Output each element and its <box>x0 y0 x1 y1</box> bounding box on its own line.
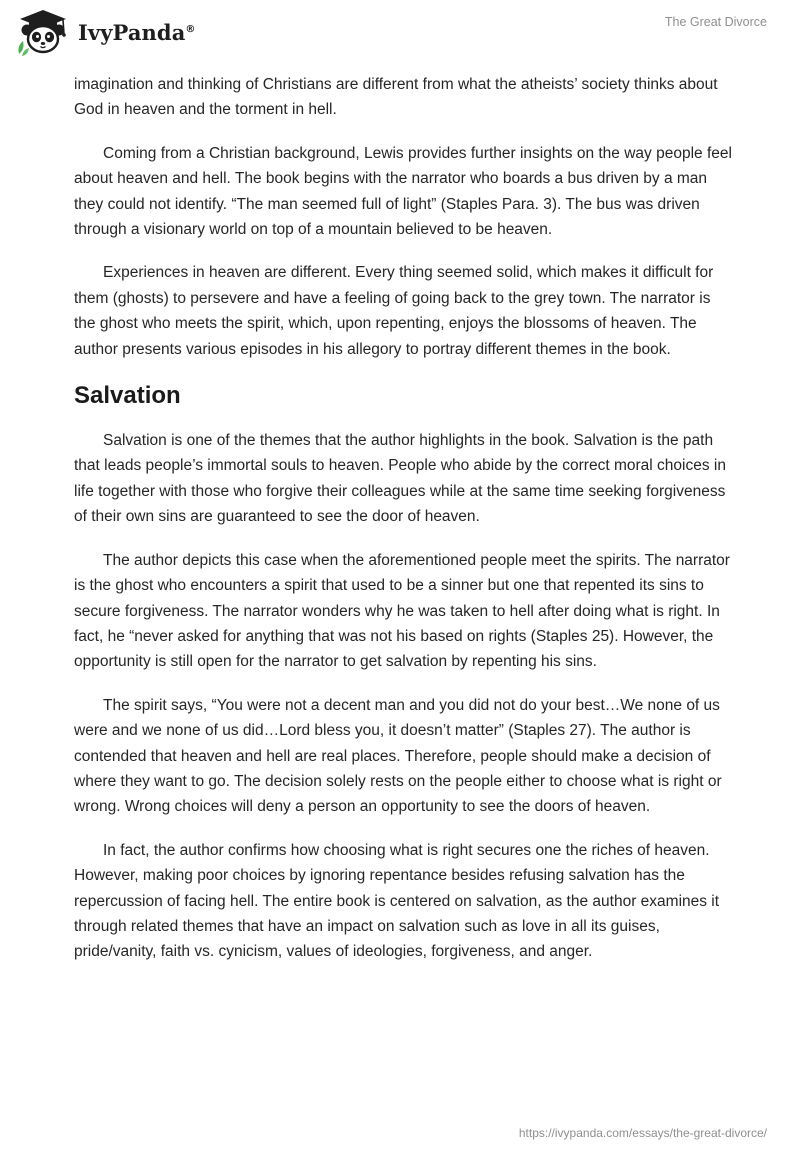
essay-content <box>74 72 734 983</box>
ivypanda-logo[interactable] <box>14 8 196 56</box>
page-header <box>0 0 800 62</box>
paragraph-5: The author depicts this case when the aforementioned people meet the spirits. The narrator is the ghost who encounters a spirit that used to be a sinner but one that repented its sins to secure forgiveness. The narrator wonders why he was taken to hell after doing what is right. In fact, he “never asked for anything that was not his based on rights (Staples 25). However, the opportunity is still open for the narrator to get salvation by repenting his sins. <box>74 551 730 671</box>
document-title: The Great Divorce <box>664 15 767 29</box>
panda-graduate-icon <box>14 8 72 56</box>
registered-mark: ® <box>185 23 196 35</box>
logo-name: IvyPanda <box>78 19 186 45</box>
paragraph-3: Experiences in heaven are different. Every thing seemed solid, which makes it difficult for them (ghosts) to persevere and have a feeling of going back to the grey town. The narrator is the ghost who meets the spirit, which, upon repenting, enjoys the blossoms of heaven. The author presents various episodes in his allegory to portray different themes in the book. <box>74 264 714 358</box>
source-url-link[interactable]: https://ivypanda.com/essays/the-great-divorce/ <box>518 1126 767 1140</box>
paragraph-6: The spirit says, “You were not a decent man and you did not do your best…We none of us were and we none of us did…Lord bless you, it doesn’t matter” (Staples 27). The author is contended that heaven and hell are real places. Therefore, people should make a decision of where they want to go. The decision solely rests on the people either to choose what is right or wrong. Wrong choices will deny a person an opportunity to see the doors of heaven. <box>74 696 722 816</box>
paragraph-2: Coming from a Christian background, Lewis provides further insights on the way people feel about heaven and hell. The book begins with the narrator who boards a bus driven by a man they could not identify. “The man seemed full of light” (Staples Para. 3). The bus was driven through a visionary world on top of a mountain believed to be heaven. <box>74 144 732 239</box>
paragraph-7: In fact, the author confirms how choosing what is right secures one the riches of heaven. However, making poor choices by ignoring repentance besides refusing salvation has the repercussion of facing hell. The entire book is centered on salvation, as the author examines it through related themes that have an impact on salvation such as love in all its guises, pride/vanity, faith vs. cynicism, values of ideologies, forgiveness, and anger. <box>74 841 720 961</box>
paragraph-4: Salvation is one of the themes that the author highlights in the book. Salvation is the path that leads people’s immortal souls to heaven. People who abide by the correct moral choices in life together with those who forgive their colleagues while at the same time seeking forgiveness of their own sins are guaranteed to see the door of heaven. <box>74 432 726 526</box>
paragraph-1: imagination and thinking of Christians are different from what the atheists’ society thinks about God in heaven and the torment in hell. <box>74 76 718 119</box>
logo-wordmark <box>78 20 196 45</box>
section-heading-salvation: Salvation <box>74 382 181 410</box>
